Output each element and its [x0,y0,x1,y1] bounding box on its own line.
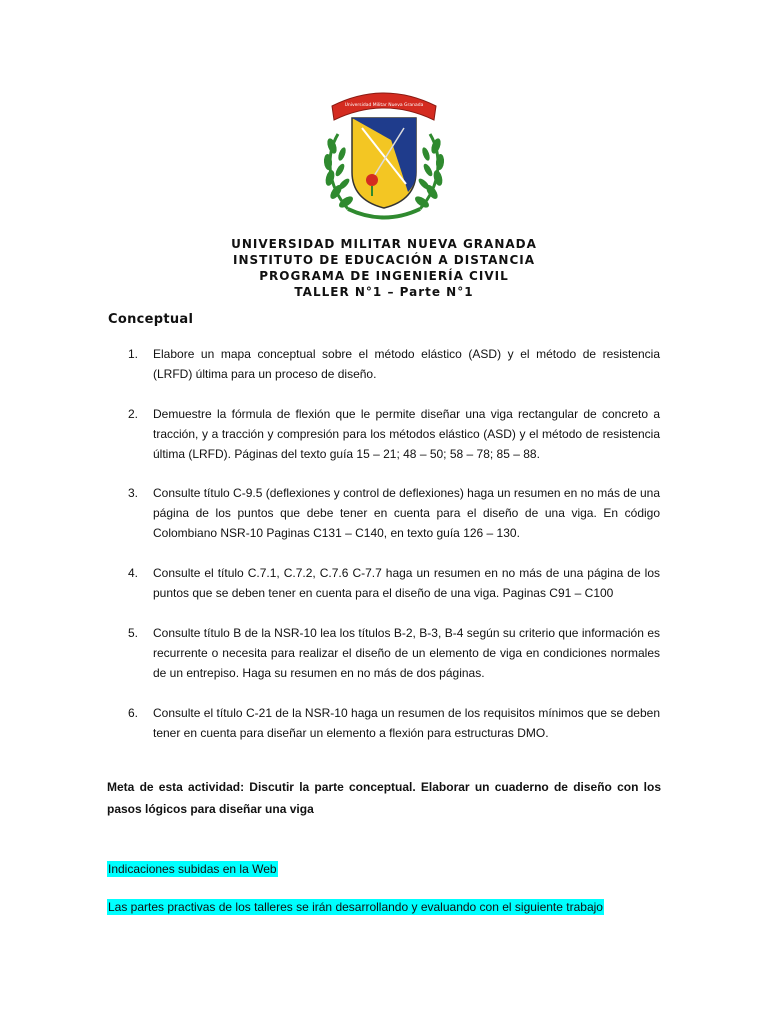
practical-parts-text: Las partes practivas de los talleres se irán desarrollando y evaluando con el siguiente trabajo [108,900,603,914]
laurel-left-icon [323,134,355,210]
list-item-text: Demuestre la fórmula de flexión que le permite diseñar una viga rectangular de concreto a tracción, y a tracción y compresión para los métodos elástico (ASD) y el método de resistencia última (LRFD). Páginas del texto guía 15 – 21; 48 – 50; 58 – 78; 85 – 88. [153,407,660,461]
university-crest-logo [318,84,450,224]
section-title: Conceptual [108,312,194,327]
list-item [128,483,660,543]
document-header [0,236,768,300]
list-item [128,563,660,603]
list-item-text: Elabore un mapa conceptual sobre el método elástico (ASD) y el método de resistencia (LRFD) última para un proceso de diseño. [153,347,660,381]
list-item-number: 5. [128,626,139,640]
header-workshop: TALLER N°1 – Parte N°1 [294,285,474,299]
laurel-right-icon [413,134,445,210]
list-item-text: Consulte título C-9.5 (deflexiones y control de deflexiones) haga un resumen en no más de una página de los puntos que debe tener en cuenta para el diseño de una viga. En código Colombiano NSR-10 Paginas C131 – C140, en texto guía 126 – 130. [153,486,660,540]
list-item-text: Consulte título B de la NSR-10 lea los títulos B-2, B-3, B-4 según su criterio que información es recurrente o necesita para realizar el diseño de un elemento de viga en condiciones normales de un entrepiso. Haga su resumen en no más de dos páginas. [153,626,660,680]
list-item [128,703,660,743]
web-instructions-text: Indicaciones subidas en la Web [108,862,277,876]
shield-icon [352,118,416,208]
list-item-number: 2. [128,407,139,421]
header-institute: INSTITUTO DE EDUCACIÓN A DISTANCIA [233,253,535,267]
banner-text: Universidad Militar Nueva Granada [344,103,424,108]
list-item-number: 1. [128,347,139,361]
header-program: PROGRAMA DE INGENIERÍA CIVIL [259,269,509,283]
list-item [128,623,660,683]
web-instructions-highlight [107,862,278,876]
activity-goal: Meta de esta actividad: Discutir la parte conceptual. Elaborar un cuaderno de diseño con los pasos lógicos para diseñar una viga [107,780,661,816]
list-item-number: 6. [128,706,139,720]
list-item-number: 4. [128,566,139,580]
list-item [128,404,660,464]
list-item [128,344,660,384]
list-item-text: Consulte el título C-21 de la NSR-10 haga un resumen de los requisitos mínimos que se deben tener en cuenta para diseñar un elemento a flexión para estructuras DMO. [153,706,660,740]
list-item-text: Consulte el título C.7.1, C.7.2, C.7.6 C-7.7 haga un resumen en no más de una página de los puntos que se deben tener en cuenta para el diseño de una viga. Paginas C91 – C100 [153,566,660,600]
practical-parts-highlight [107,900,604,914]
list-item-number: 3. [128,486,139,500]
header-university: UNIVERSIDAD MILITAR NUEVA GRANADA [231,237,537,251]
